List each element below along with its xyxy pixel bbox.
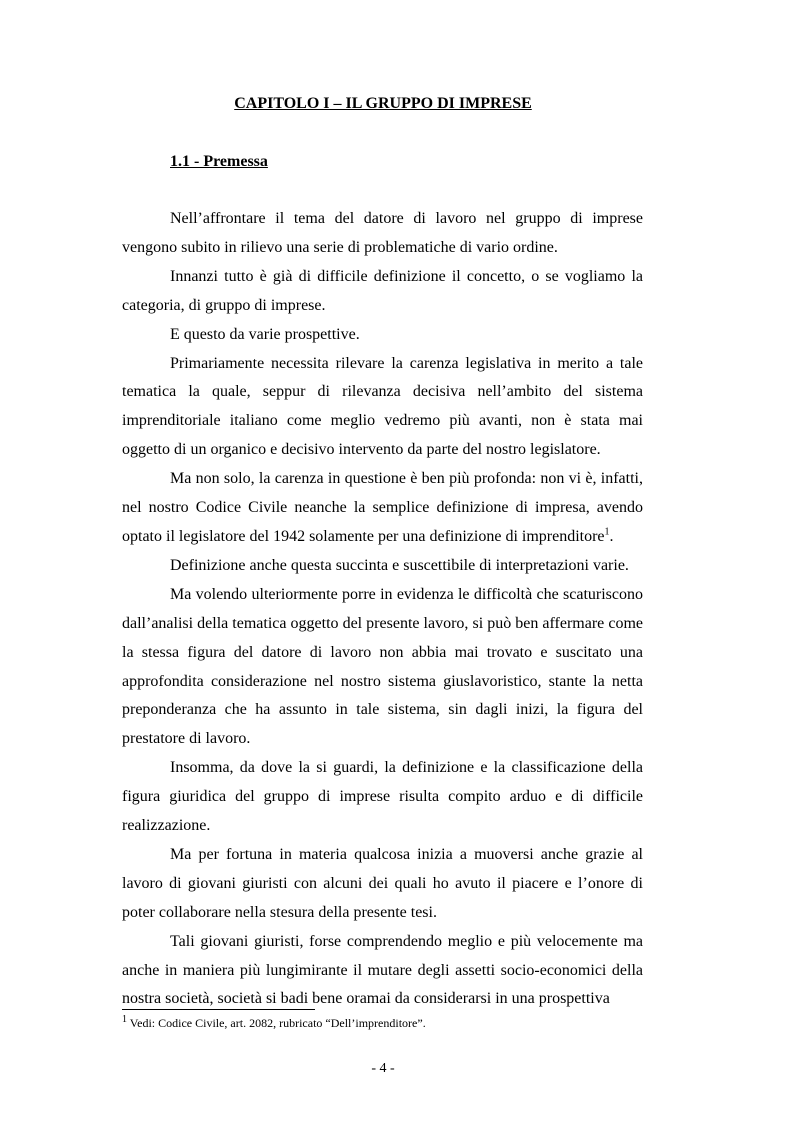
chapter-title: CAPITOLO I – IL GRUPPO DI IMPRESE (234, 95, 532, 112)
section-title: 1.1 - Premessa (170, 153, 268, 170)
footnote-text: Vedi: Codice Civile, art. 2082, rubricato “Dell’imprenditore”. (127, 1016, 426, 1030)
paragraph: Definizione anche questa succinta e suscettibile di interpretazioni varie. (170, 556, 629, 574)
paragraph: E questo da varie prospettive. (170, 325, 360, 343)
paragraph: Ma per fortuna in materia qualcosa inizia a muoversi anche grazie al lavoro di giovani giuristi con alcuni dei quali ho avuto il piacere e l’onore di poter collaborare nella stesura della presente tesi. (122, 845, 643, 921)
page-number: - 4 - (371, 1061, 395, 1076)
footnote-number: 1 (122, 1014, 127, 1025)
paragraph: Ma non solo, la carenza in questione è ben più profonda: non vi è, infatti, nel nostro Codice Civile neanche la semplice definizione di impresa, avendo optato il legislatore del 1942 solamente per una definizione di imprenditore$^1$. (122, 470, 643, 545)
paragraph: Insomma, da dove la si guardi, la definizione e la classificazione della figura giuridica del gruppo di imprese risulta compito arduo e di difficile realizzazione. (122, 759, 643, 835)
paragraph: Innanzi tutto è già di difficile definizione il concetto, o se vogliamo la categoria, di gruppo di imprese. (122, 267, 643, 314)
body-text (122, 205, 643, 1014)
paragraph: Ma volendo ulteriormente porre in evidenza le difficoltà che scaturiscono dall’analisi della tematica oggetto del presente lavoro, si può ben affermare come la stessa figura del datore di lavoro non abbia mai trovato e suscitato una approfondita considerazione nel nostro sistema giuslavoristico, stante la netta preponderanza che ha assunto in tale sistema, sin dagli inizi, la figura del prestatore di lavoro. (122, 585, 643, 748)
footnote-reference: 1 (604, 526, 610, 538)
paragraph: Tali giovani giuristi, forse comprendendo meglio e più velocemente ma anche in maniera più lungimirante il mutare degli assetti socio-economici della nostra società, società si badi bene oramai da considerarsi in una prospettiva (122, 932, 643, 1008)
footnote-separator (122, 1009, 315, 1010)
paragraph: Nell’affrontare il tema del datore di lavoro nel gruppo di imprese vengono subito in rilievo una serie di problematiche di vario ordine. (122, 210, 643, 256)
paragraph: Primariamente necessita rilevare la carenza legislativa in merito a tale tematica la quale, seppur di rilevanza decisiva nell’ambito del sistema imprenditoriale italiano come meglio vedremo più avanti, non è stata mai oggetto di un organico e decisivo intervento da parte del nostro legislatore. (122, 354, 643, 459)
footnote (122, 1015, 643, 1031)
